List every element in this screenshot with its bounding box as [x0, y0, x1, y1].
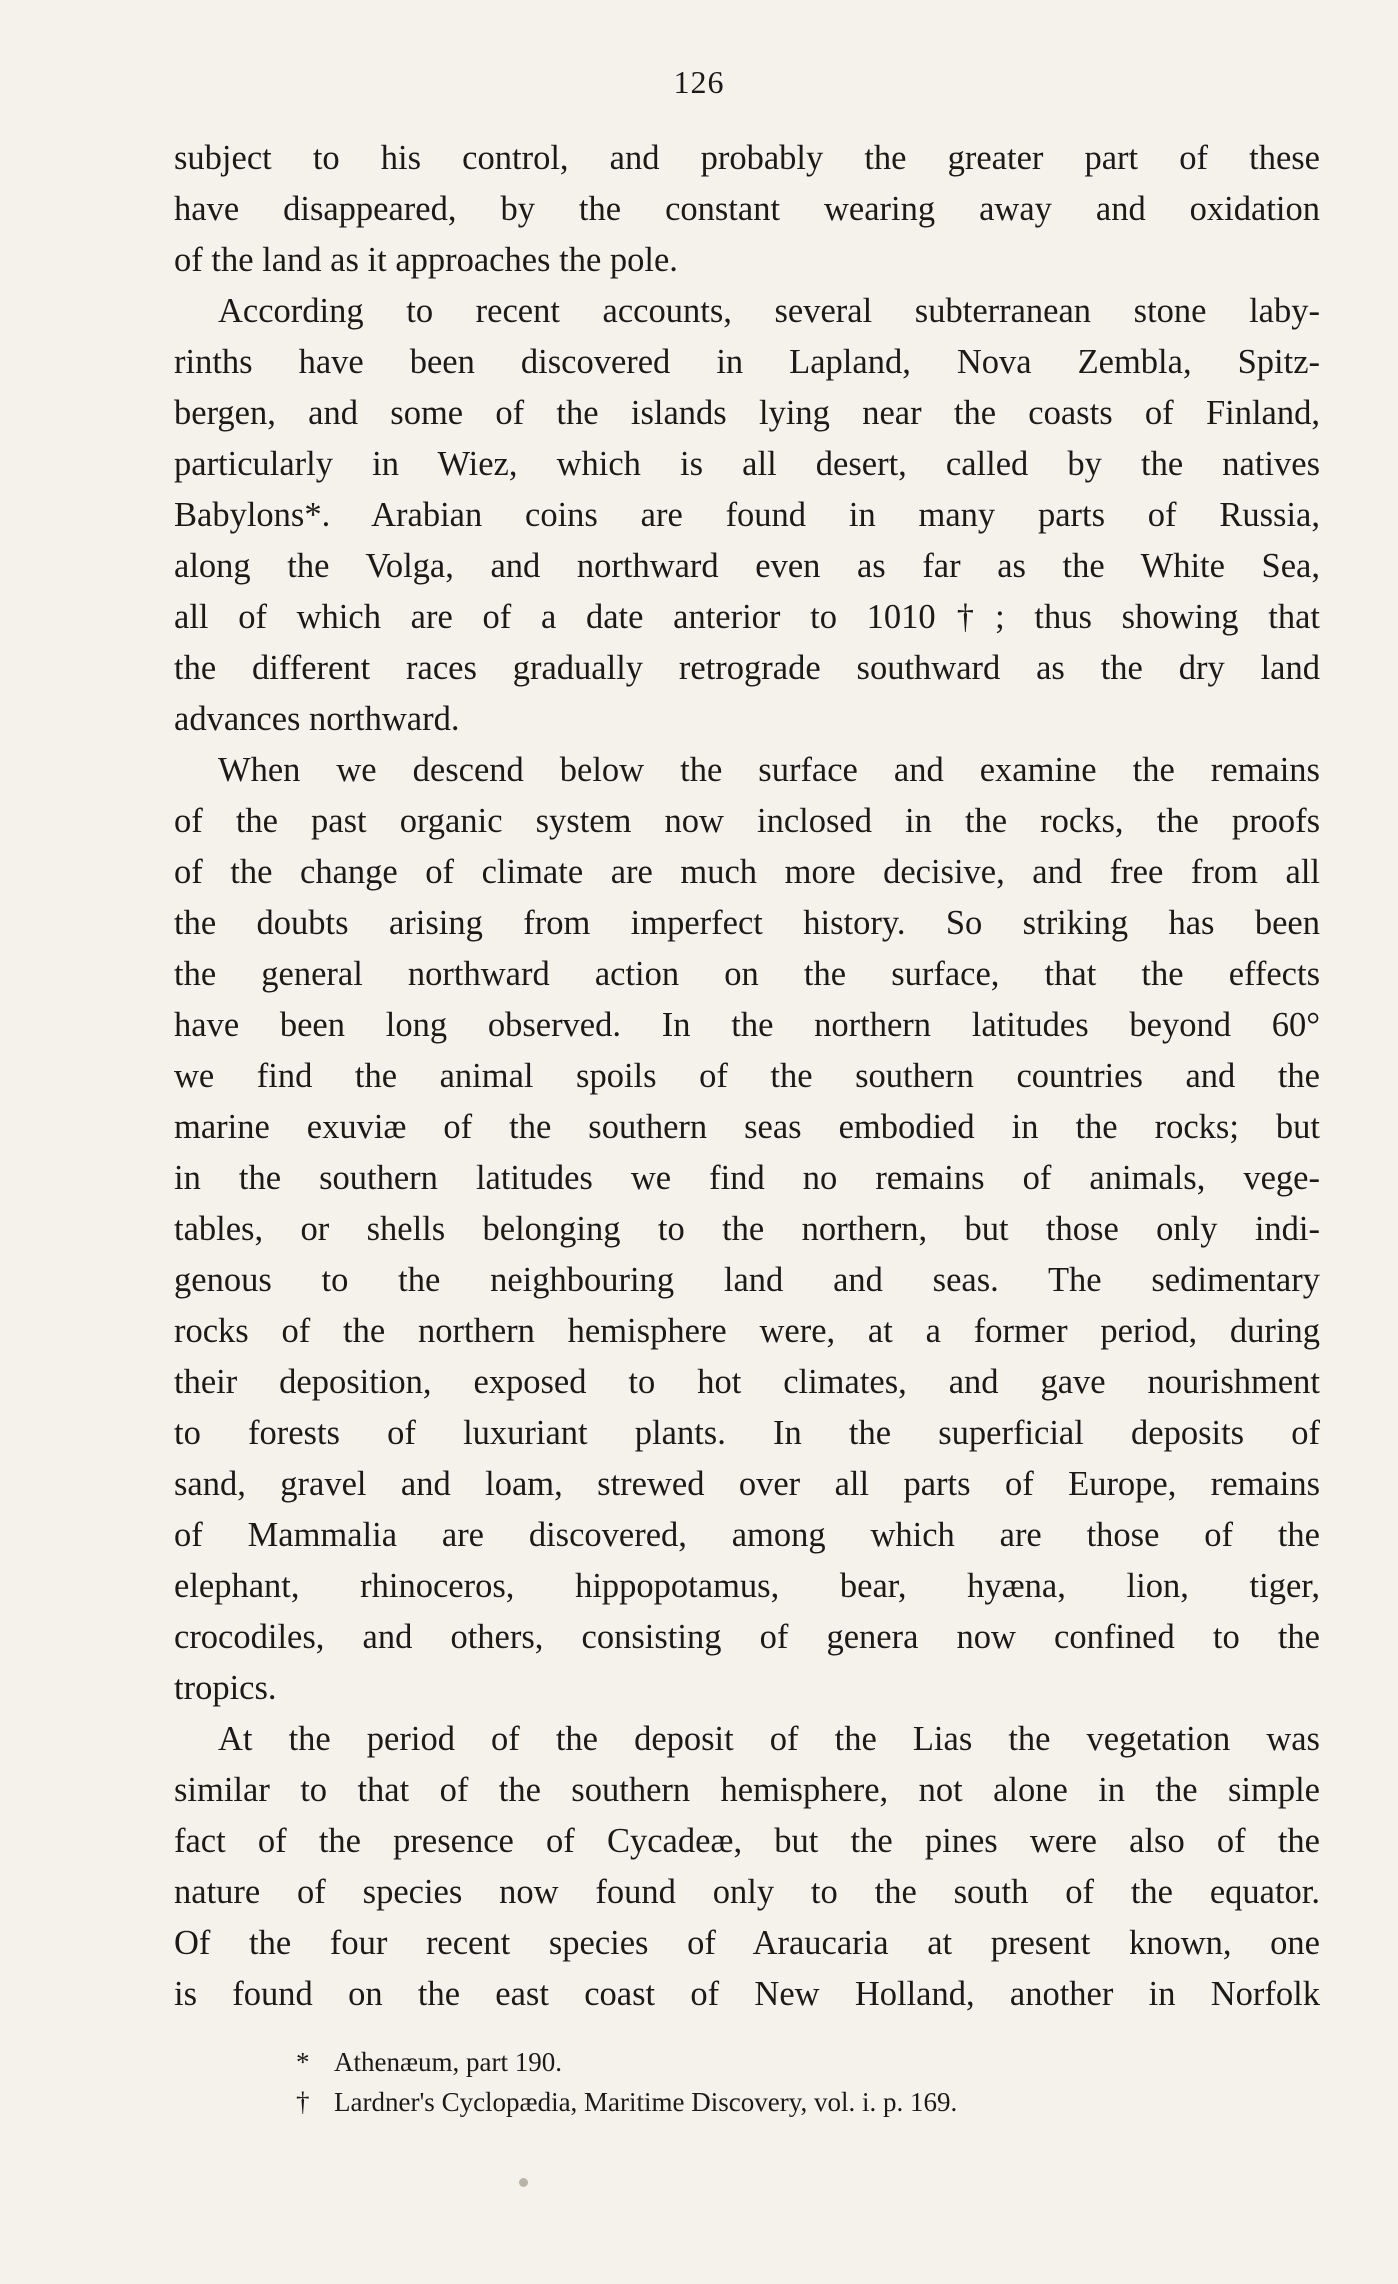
text-line: crocodiles, and others, consisting of genera now confined to the [174, 1618, 1320, 1656]
text-line: the different races gradually retrograde southward as the dry land [174, 649, 1320, 687]
footnote [296, 2082, 1296, 2122]
text-line: subject to his control, and probably the greater part of these [174, 139, 1320, 177]
text-line: sand, gravel and loam, strewed over all parts of Europe, remains [174, 1465, 1320, 1503]
text-line: is found on the east coast of New Holland, another in Norfolk [174, 1975, 1320, 2013]
text-line: similar to that of the southern hemisphere, not alone in the simple [174, 1771, 1320, 1809]
text-line: of the past organic system now inclosed in the rocks, the proofs [174, 802, 1320, 840]
text-line: in the southern latitudes we find no remains of animals, vege- [174, 1159, 1320, 1197]
text-line: Of the four recent species of Araucaria at present known, one [174, 1924, 1320, 1962]
footnotes [296, 2042, 1296, 2122]
footnote-mark: † [296, 2087, 310, 2117]
text-line: marine exuviæ of the southern seas embodied in the rocks; but [174, 1108, 1320, 1146]
text-line: of the land as it approaches the pole. [174, 241, 678, 279]
text-line: When we descend below the surface and examine the remains [218, 751, 1320, 789]
text-line: Babylons*. Arabian coins are found in many parts of Russia, [174, 496, 1320, 534]
text-line: rocks of the northern hemisphere were, at a former period, during [174, 1312, 1320, 1350]
text-line: along the Volga, and northward even as far as the White Sea, [174, 547, 1320, 585]
text-line: the doubts arising from imperfect history. So striking has been [174, 904, 1320, 942]
text-line: rinths have been discovered in Lapland, Nova Zembla, Spitz- [174, 343, 1320, 381]
text-line: particularly in Wiez, which is all desert, called by the natives [174, 445, 1320, 483]
text-line: At the period of the deposit of the Lias the vegetation was [218, 1720, 1320, 1758]
text-line: their deposition, exposed to hot climates, and gave nourishment [174, 1363, 1320, 1401]
text-line: According to recent accounts, several subterranean stone laby- [218, 292, 1320, 330]
text-line: of the change of climate are much more decisive, and free from all [174, 853, 1320, 891]
paragraph [174, 1714, 1320, 2020]
paragraph [174, 286, 1320, 745]
page-number: 126 [673, 64, 725, 100]
text-line: we find the animal spoils of the southern countries and the [174, 1057, 1320, 1095]
footnote-text: Athenæum, part 190. [334, 2047, 562, 2077]
footnote-mark: * [296, 2047, 310, 2077]
text-line: nature of species now found only to the south of the equator. [174, 1873, 1320, 1911]
paper-speck [519, 2178, 528, 2187]
text-line: to forests of luxuriant plants. In the superficial deposits of [174, 1414, 1320, 1452]
text-line: have disappeared, by the constant wearing away and oxidation [174, 190, 1320, 228]
footnote-text: Lardner's Cyclopædia, Maritime Discovery, vol. i. p. 169. [334, 2087, 958, 2117]
text-line: of Mammalia are discovered, among which are those of the [174, 1516, 1320, 1554]
text-line: fact of the presence of Cycadeæ, but the pines were also of the [174, 1822, 1320, 1860]
paragraph [174, 133, 1320, 286]
text-line: elephant, rhinoceros, hippopotamus, bear, hyæna, lion, tiger, [174, 1567, 1320, 1605]
text-line: tables, or shells belonging to the northern, but those only indi- [174, 1210, 1320, 1248]
paragraph [174, 745, 1320, 1714]
text-line: bergen, and some of the islands lying near the coasts of Finland, [174, 394, 1320, 432]
text-line: the general northward action on the surface, that the effects [174, 955, 1320, 993]
body-text [174, 133, 1320, 2020]
text-line: all of which are of a date anterior to 1010†; thus showing that [174, 598, 1320, 636]
text-line: tropics. [174, 1669, 277, 1707]
footnote [296, 2042, 1296, 2082]
text-line: genous to the neighbouring land and seas. The sedimentary [174, 1261, 1320, 1299]
text-line: advances northward. [174, 700, 460, 738]
text-line: have been long observed. In the northern latitudes beyond 60° [174, 1006, 1320, 1044]
